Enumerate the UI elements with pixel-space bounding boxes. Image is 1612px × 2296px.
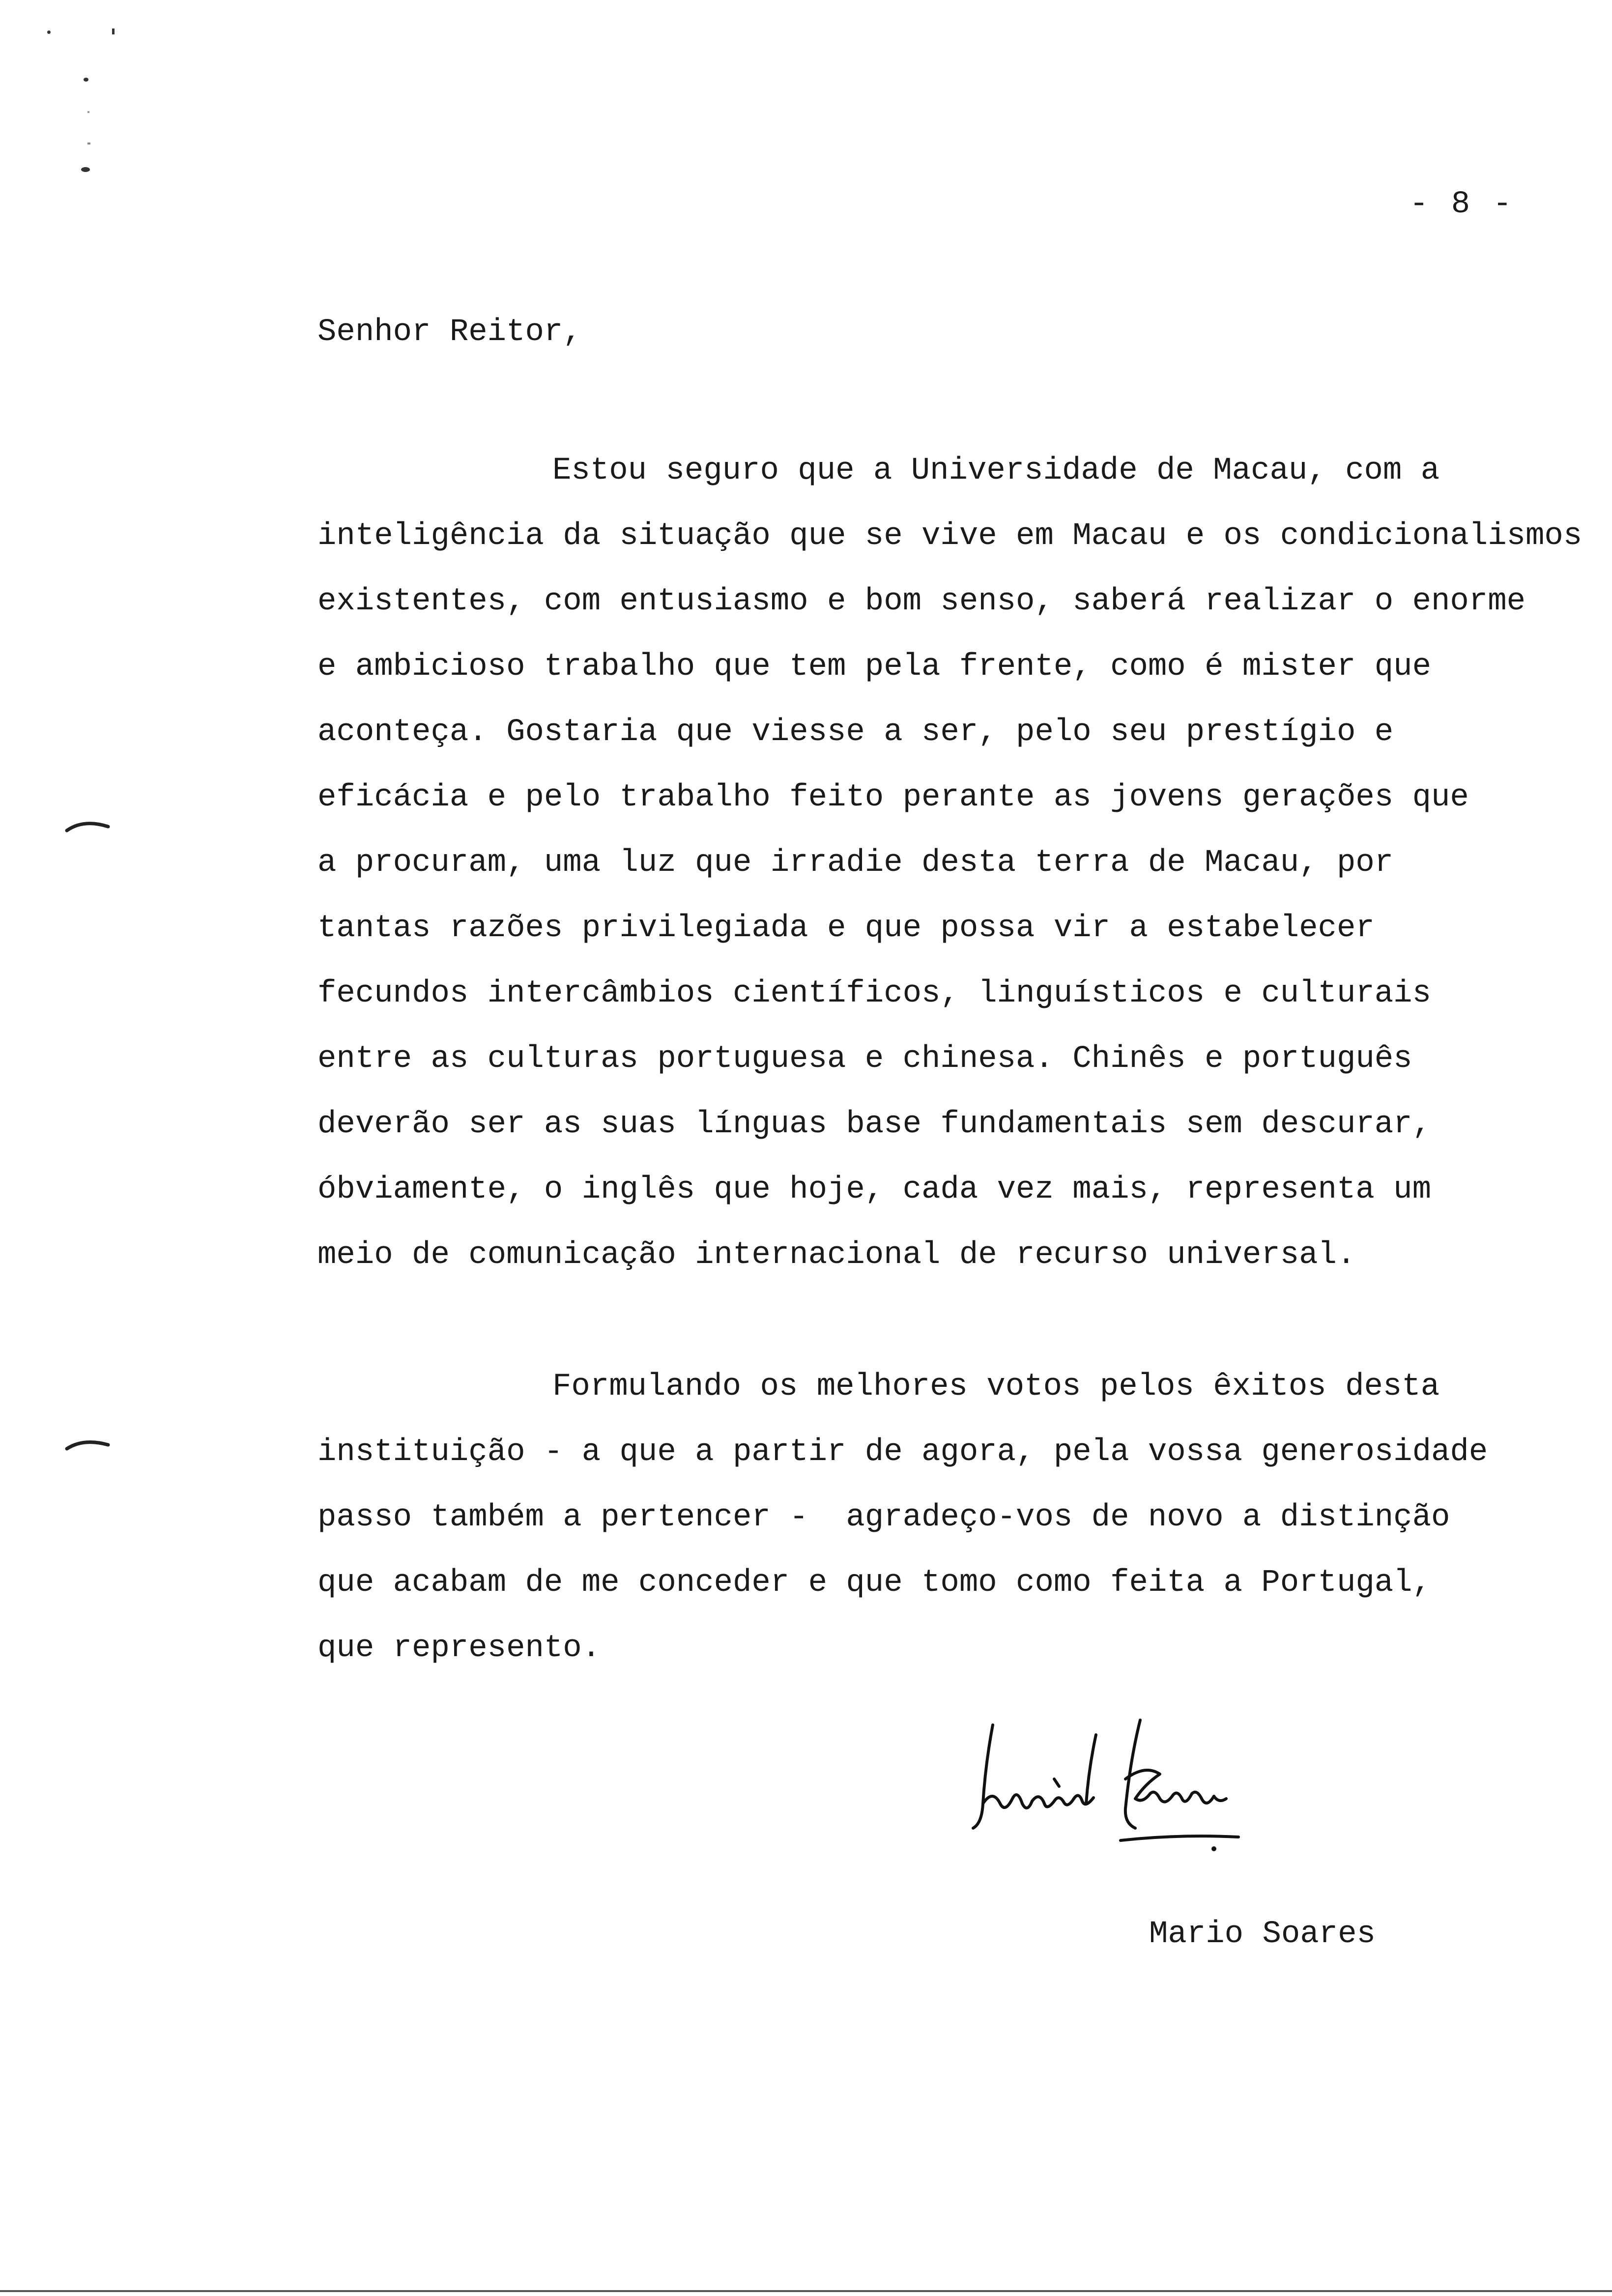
scan-mark <box>81 167 90 172</box>
signer-name: Mario Soares <box>1149 1917 1376 1952</box>
scan-mark <box>87 111 89 113</box>
text-line: tantas razões privilegiada e que possa vir a estabelecer <box>317 911 1375 946</box>
text-line: deverão ser as suas línguas base fundamentais sem descurar, <box>317 1107 1431 1142</box>
text-line: óbviamente, o inglês que hoje, cada vez mais, representa um <box>317 1172 1431 1207</box>
salutation: Senhor Reitor, <box>317 315 582 350</box>
text-line: inteligência da situação que se vive em Macau e os condicionalismos <box>317 518 1583 554</box>
text-line: que represento. <box>317 1631 601 1666</box>
text-line: e ambicioso trabalho que tem pela frente, como é mister que <box>317 649 1431 685</box>
text-line: passo também a pertencer - agradeço-vos de novo a distinção <box>317 1500 1450 1535</box>
text-line: eficácia e pelo trabalho feito perante as jovens gerações que <box>317 780 1469 815</box>
scan-mark <box>47 30 51 34</box>
text-line: Formulando os melhores votos pelos êxitos desta <box>552 1369 1440 1405</box>
text-line: a procuram, uma luz que irradie desta terra de Macau, por <box>317 845 1394 881</box>
paragraph-1 <box>317 438 1595 1288</box>
scan-edge-line <box>0 2290 1612 2292</box>
handwritten-signature <box>958 1705 1243 1853</box>
scan-mark <box>84 78 88 82</box>
paragraph-2 <box>317 1354 1595 1681</box>
text-line: fecundos intercâmbios científicos, linguísticos e culturais <box>317 976 1431 1011</box>
text-line: Estou seguro que a Universidade de Macau, com a <box>552 453 1440 488</box>
text-line: meio de comunicação internacional de recurso universal. <box>317 1237 1356 1273</box>
text-line: entre as culturas portuguesa e chinesa. Chinês e português <box>317 1041 1412 1077</box>
margin-mark <box>64 816 113 835</box>
margin-mark <box>64 1435 113 1455</box>
text-line: aconteça. Gostaria que viesse a ser, pelo seu prestígio e <box>317 715 1394 750</box>
page-number: - 8 - <box>1409 187 1514 222</box>
text-line: que acabam de me conceder e que tomo como feita a Portugal, <box>317 1565 1431 1601</box>
scan-mark <box>112 29 115 34</box>
scan-mark <box>87 143 90 144</box>
text-line: existentes, com entusiasmo e bom senso, saberá realizar o enorme <box>317 584 1526 619</box>
text-line: instituição - a que a partir de agora, pela vossa generosidade <box>317 1435 1488 1470</box>
